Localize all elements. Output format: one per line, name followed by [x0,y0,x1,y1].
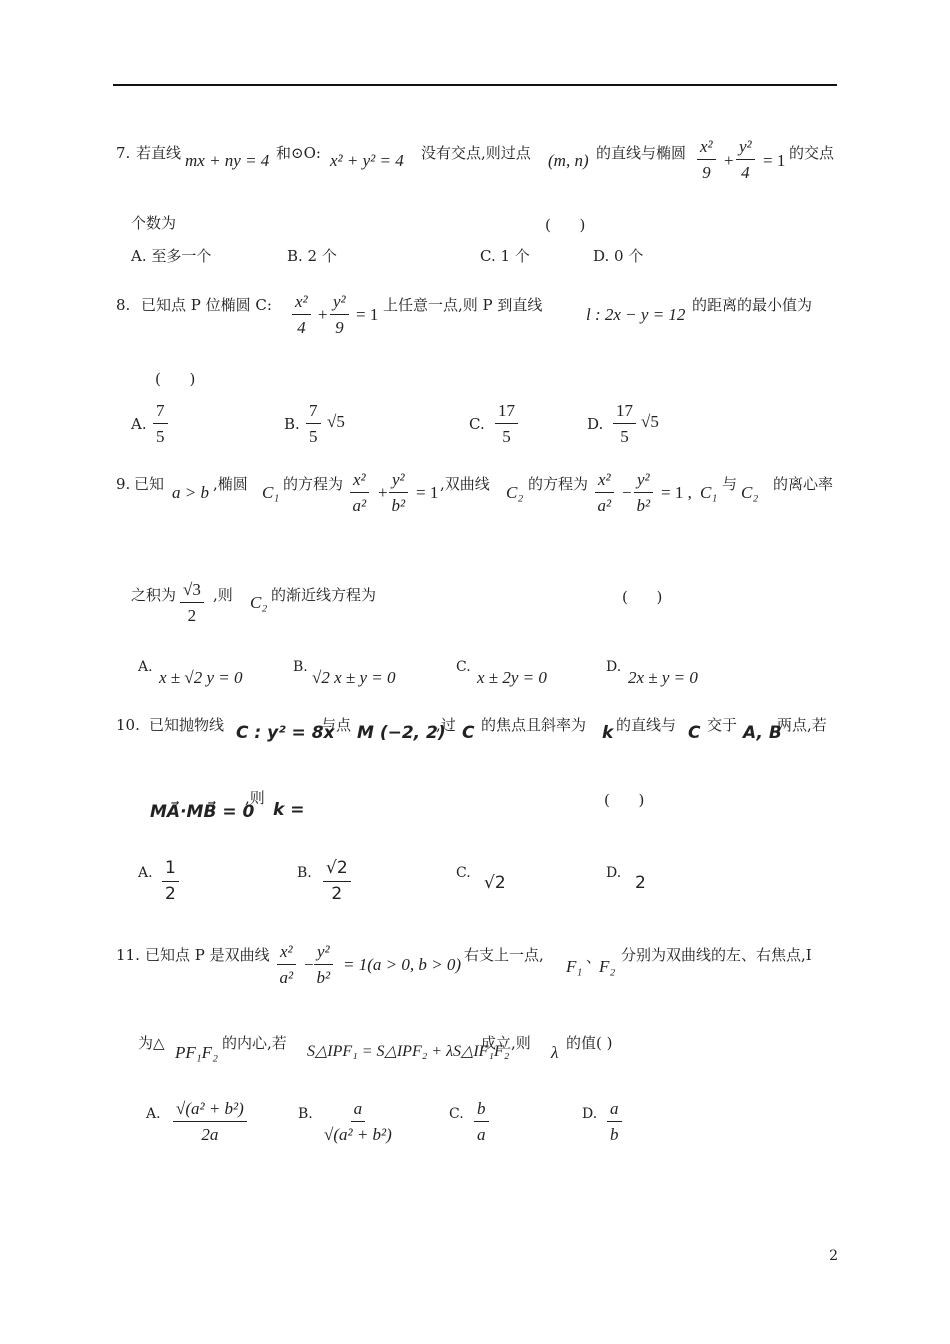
q7-point: (m, n) [548,151,589,170]
q10-option-d-label: D. [606,865,622,881]
q10-curve-c: C [462,723,475,743]
q9-text-6: 与 [722,475,738,493]
q11-hyperbola-x-fraction: $\frac{\text{x²}}{\text{a²}}$ [277,942,296,987]
q10-option-c-label: C. [456,865,471,881]
q7-text-5: 的交点 [789,144,835,162]
q10-answer-paren: ( ) [604,791,645,809]
q8-option-b-fraction: $\frac{7}{5}$ [306,401,321,446]
q7-text-2: 和⊙O: [276,144,321,162]
q9-ellipse-x-fraction: $\frac{\text{x²}}{\text{a²}}$ [350,470,369,515]
q8-text-2: 上任意一点,则 P 到直线 [383,296,543,314]
q11-text-3: 分别为双曲线的左、右焦点,I [621,946,812,964]
q10-text-6: 交于 [707,716,738,734]
q7-text-4: 的直线与椭圆 [596,144,687,162]
q10-option-a-label: A. [138,865,153,881]
q9-option-b-label: B. [293,659,308,675]
q10-k-equals: k = [273,800,305,820]
q9-c2-line2: C₂ [250,593,268,612]
q11-option-d-label: D. [582,1106,598,1122]
q9-option-b: √2 x ± y = 0 [312,668,396,687]
q7-circle-equation: x² + y² = 4 [330,151,404,170]
q9-plus: + [378,483,388,502]
q11-text-4: 的内心,若 [222,1034,287,1052]
q8-option-b-radical: √5 [327,412,345,431]
q11-f1: F₁ [566,957,583,976]
q10-points-ab: A, B [743,723,782,743]
q7-text-1: 若直线 [136,144,182,162]
q11-line-2: 为△ [138,1034,165,1052]
q10-number: 10. [116,716,140,734]
q7-line-2: 个数为 [131,214,177,232]
q9-text-1: 已知 [134,475,165,493]
q11-hyperbola-y-fraction: $\frac{\text{y²}}{\text{b²}}$ [314,942,333,987]
q9-option-c: x ± 2y = 0 [477,668,547,687]
q7-ellipse-x-fraction: $\frac{\text{x²}}{9}$ [697,137,716,182]
q11-text-1: 已知点 P 是双曲线 [145,946,270,964]
q11-option-b-fraction: $\frac{a}{\text{√(a² + b²)}}$ [324,1099,392,1144]
q9-text-2: ,椭圆 [213,475,248,493]
q11-text-6: 的值( ) [566,1034,613,1052]
q10-text-2: 与点 [321,716,352,734]
page-number: 2 [829,1248,838,1264]
q11-text-5: 成立,则 [481,1034,531,1052]
q9-option-a: x ± √2 y = 0 [159,668,243,687]
q11-condition: = 1(a > 0, b > 0) [343,955,461,974]
q9-minus: − [622,483,632,502]
q9-condition: a > b [172,483,209,502]
q7-option-d: D. 0 个 [593,247,644,265]
q9-hyperbola-y-fraction: $\frac{\text{y²}}{\text{b²}}$ [634,470,653,515]
q8-option-b-label: B. [284,415,300,433]
q9-text-7: 的离心率 [773,475,834,493]
q8-line-equation: l : 2x − y = 12 [586,305,686,324]
q10-option-c: √2 [484,873,506,893]
q11-number: 11. [116,946,140,964]
q11-option-c-fraction: $\frac{b}{a}$ [474,1099,489,1144]
q10-parabola: C : y² = 8x [236,723,335,743]
q9-c1-again: C₁ [700,483,718,502]
q9-text-8: ,则 [213,586,233,604]
q8-option-d-fraction: $\frac{17}{5}$ [613,401,636,446]
q10-dot-product: MA⃗·MB⃗ = 0 [150,802,255,822]
q9-line-2: 之积为 [131,586,177,604]
q9-number: 9. [116,475,131,493]
q9-answer-paren: ( ) [622,588,663,606]
q10-text-7: 两点,若 [777,716,827,734]
q7-plus: + [724,151,734,170]
q11-lambda: λ [551,1043,559,1062]
q9-ellipse-y-fraction: $\frac{\text{y²}}{\text{b²}}$ [389,470,408,515]
q7-answer-paren: ( ) [545,216,586,234]
q10-option-a-fraction: $\frac{1}{2}$ [162,859,179,904]
q11-f2: F₂ [599,957,616,976]
q8-text-1: 已知点 P 位椭圆 C: [141,296,272,314]
q8-option-a-fraction: $\frac{7}{5}$ [153,401,168,446]
q9-equals-one-comma: = 1 , [661,483,692,502]
q10-option-b-fraction: $\frac{√2}{2}$ [323,859,351,904]
q9-text-9: 的渐近线方程为 [271,586,377,604]
q10-slope-k: k [602,723,614,743]
header-rule [113,84,837,86]
q9-text-4: ,双曲线 [440,475,490,493]
q11-option-b-label: B. [298,1106,313,1122]
q8-answer-paren: ( ) [155,370,196,388]
q8-number: 8. [116,296,131,314]
q11-option-a-label: A. [146,1106,161,1122]
q11-separator: 、 [586,948,602,966]
q8-text-3: 的距离的最小值为 [692,296,813,314]
q9-c1: C₁ [262,483,280,502]
q8-ellipse-x-fraction: $\frac{\text{x²}}{4}$ [292,292,311,337]
q11-triangle: PF₁F₂ [175,1043,218,1062]
q10-text-4: 的焦点且斜率为 [481,716,587,734]
q7-number: 7. [116,144,131,162]
q9-equals-one: = 1 [416,483,439,502]
q10-option-d: 2 [635,873,646,893]
q11-minus: − [304,955,314,974]
q10-curve-c-again: C [688,723,701,743]
q11-area-equation: S△IPF₁ = S△IPF₂ + λS△IF₁F₂ [307,1043,510,1060]
q8-option-d-label: D. [587,415,604,433]
q8-plus: + [318,305,328,324]
q7-option-b: B. 2 个 [287,247,337,265]
q10-point-m: M (−2, 2) [357,723,446,743]
q8-ellipse-y-fraction: $\frac{\text{y²}}{9}$ [330,292,349,337]
q10-option-b-label: B. [297,865,312,881]
q9-product-fraction: $\frac{√3}{2}$ [180,580,204,625]
q9-hyperbola-x-fraction: $\frac{\text{x²}}{\text{a²}}$ [595,470,614,515]
q9-option-d: 2x ± y = 0 [628,668,698,687]
q9-option-c-label: C. [456,659,471,675]
q10-text-3: ,过 [436,716,456,734]
q7-equals-one: = 1 [763,151,786,170]
q8-option-d-radical: √5 [641,412,659,431]
q9-text-5: 的方程为 [528,475,589,493]
q7-text-3: 没有交点,则过点 [421,144,531,162]
q10-text-5: 的直线与 [616,716,677,734]
q7-ellipse-y-fraction: $\frac{\text{y²}}{4}$ [736,137,755,182]
q11-option-a-fraction: $\frac{\text{√(a² + b²)}}{2a}$ [173,1099,247,1144]
q8-option-c-fraction: $\frac{17}{5}$ [495,401,518,446]
q10-text-1: 已知抛物线 [149,716,225,734]
q11-option-c-label: C. [449,1106,464,1122]
q8-option-a-label: A. [131,415,147,433]
q9-option-d-label: D. [606,659,622,675]
q9-option-a-label: A. [138,659,153,675]
q7-option-c: C. 1 个 [480,247,530,265]
q9-text-3: 的方程为 [283,475,344,493]
q11-option-d-fraction: $\frac{a}{b}$ [607,1099,622,1144]
q10-text-8: ,则 [245,789,265,807]
q9-c2: C₂ [506,483,524,502]
q8-equals-one: = 1 [356,305,379,324]
q7-line-equation: mx + ny = 4 [185,151,270,170]
q9-c2-again: C₂ [741,483,759,502]
q7-option-a: A. 至多一个 [131,247,212,265]
q11-text-2: 右支上一点, [464,946,544,964]
q8-option-c-label: C. [469,415,485,433]
